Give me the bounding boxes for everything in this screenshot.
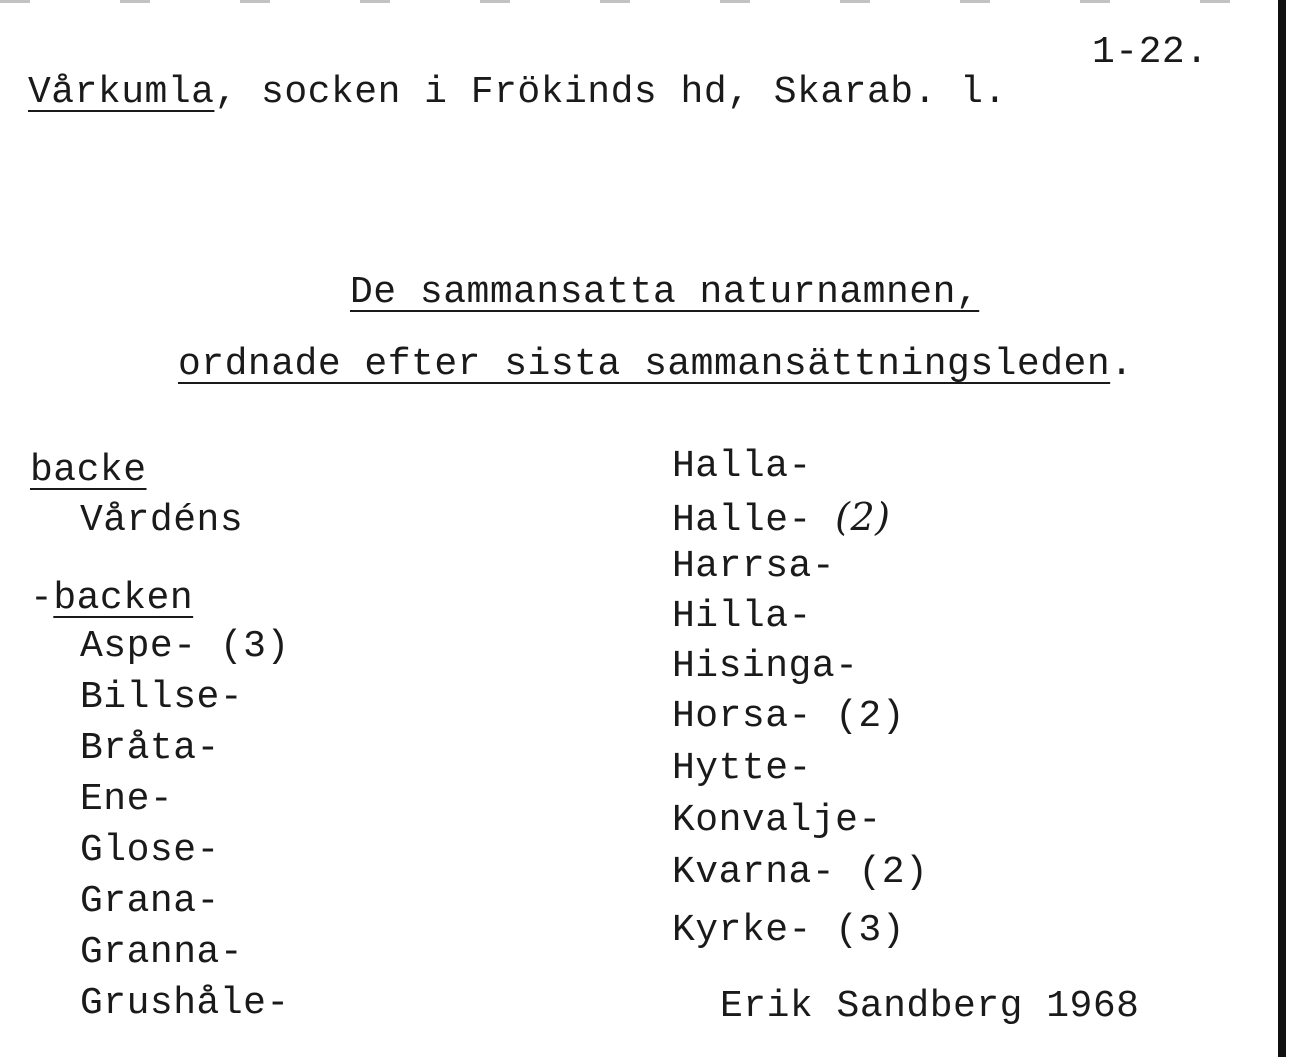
title-line-2 (178, 343, 1134, 386)
entry-brata: Bråta- (80, 727, 220, 770)
entry-ene: Ene- (80, 778, 174, 821)
title-line-1: De sammansatta naturnamnen, (350, 271, 980, 314)
card-header (28, 71, 1007, 114)
signature: Erik Sandberg 1968 (720, 985, 1140, 1028)
heading-backen (30, 577, 194, 620)
entry-billse: Billse- (80, 676, 244, 719)
card-top-edge (0, 0, 1278, 3)
header-place: Vårkumla (28, 71, 215, 114)
heading-backen-dash: - (30, 577, 54, 620)
entry-grushale: Grushåle- (80, 982, 290, 1025)
entry-hisinga: Hisinga- (672, 645, 859, 688)
entry-halle-text: Halle- (672, 499, 812, 542)
entry-halle (672, 495, 891, 542)
entry-vardens: Vårdéns (80, 499, 244, 542)
entry-grana: Grana- (80, 880, 220, 923)
entry-hilla: Hilla- (672, 595, 812, 638)
entry-glose: Glose- (80, 829, 220, 872)
title-line-2-text: ordnade efter sista sammansättningsleden (178, 343, 1111, 386)
entry-harrsa: Harrsa- (672, 545, 836, 588)
card-number: 1-22. (1092, 31, 1209, 74)
entry-kvarna: Kvarna- (2) (672, 851, 929, 894)
entry-konvalje: Konvalje- (672, 799, 882, 842)
handwritten-note: (2) (835, 495, 891, 539)
entry-aspe: Aspe- (3) (80, 625, 290, 668)
heading-backen-text: backen (53, 577, 194, 620)
entry-horsa: Horsa- (2) (672, 695, 906, 738)
entry-hytte: Hytte- (672, 747, 812, 790)
entry-granna: Granna- (80, 931, 244, 974)
heading-backe: backe (30, 449, 147, 492)
entry-halla: Halla- (672, 445, 812, 488)
header-rest: , socken i Frökinds hd, Skarab. l. (214, 71, 1007, 114)
title-line-2-end: . (1110, 343, 1134, 386)
entry-kyrke: Kyrke- (3) (672, 909, 906, 952)
card-right-edge (1278, 0, 1286, 1057)
